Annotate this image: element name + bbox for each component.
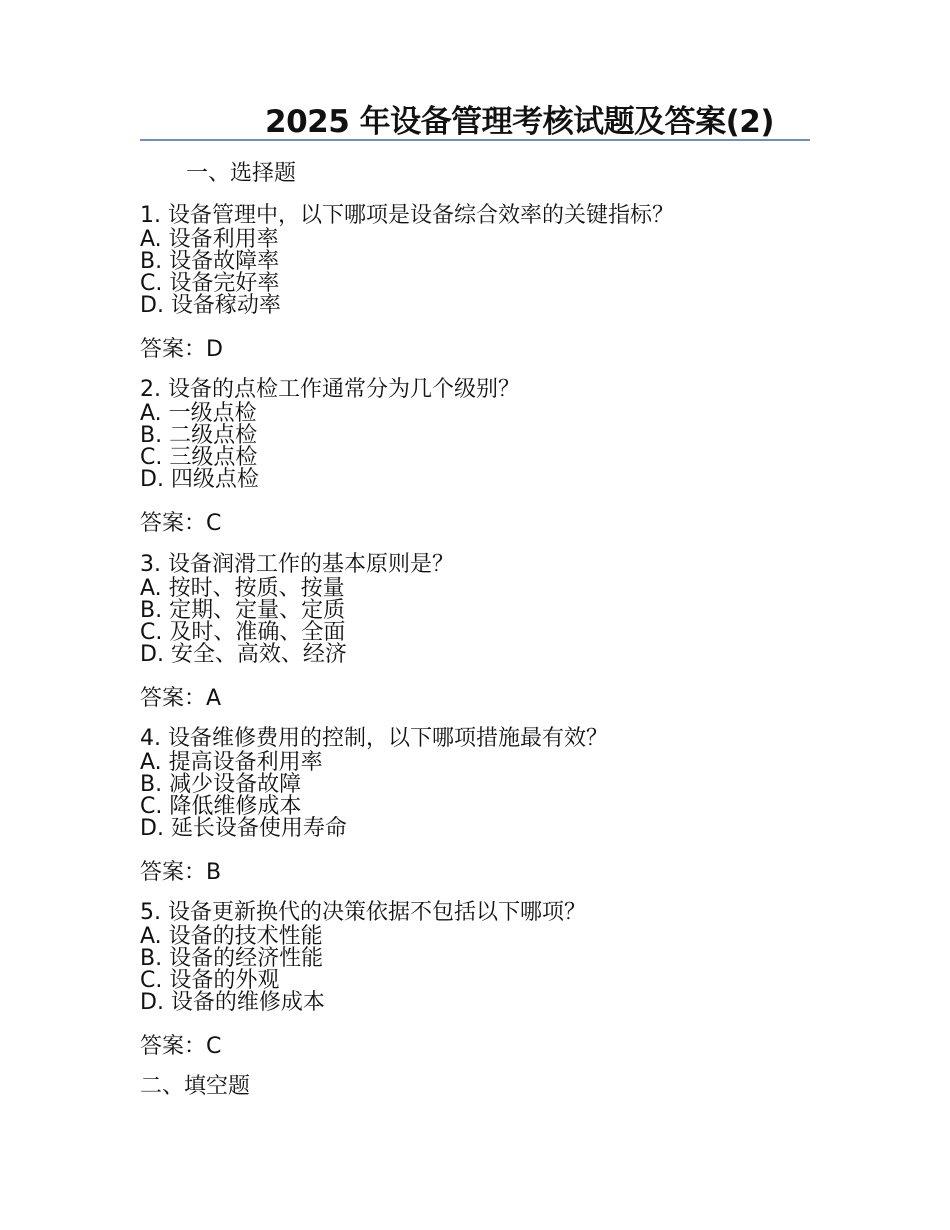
- question-text: 5. 设备更新换代的决策依据不包括以下哪项？: [140, 900, 586, 925]
- answer-text: 答案：D: [140, 337, 223, 362]
- answer-text: 答案：B: [140, 860, 222, 885]
- option-d: D. 设备稼动率: [140, 293, 281, 318]
- question-block: [140, 553, 820, 711]
- section-heading-fill: 二、填空题: [140, 1074, 251, 1099]
- option-c: C. 三级点检: [140, 445, 258, 470]
- option-c: C. 设备的外观: [140, 968, 280, 993]
- option-b: B. 设备的经济性能: [140, 946, 324, 971]
- option-c: C. 设备完好率: [140, 271, 280, 296]
- section-heading-choice: 一、选择题: [186, 161, 297, 186]
- option-a: A. 一级点检: [140, 401, 257, 426]
- question-block: [140, 727, 820, 885]
- option-a: A. 按时、按质、按量: [140, 576, 345, 601]
- question-text: 3. 设备润滑工作的基本原则是？: [140, 552, 454, 577]
- option-a: A. 设备利用率: [140, 227, 279, 252]
- option-d: D. 安全、高效、经济: [140, 642, 347, 667]
- option-d: D. 四级点检: [140, 467, 259, 492]
- question-block: [140, 204, 820, 362]
- document-title: 2025 年设备管理考核试题及答案(2): [265, 104, 774, 140]
- answer-text: 答案：C: [140, 1034, 222, 1059]
- option-a: A. 设备的技术性能: [140, 924, 323, 949]
- title-underline: [140, 139, 810, 141]
- option-b: B. 设备故障率: [140, 249, 280, 274]
- question-text: 4. 设备维修费用的控制，以下哪项措施最有效？: [140, 726, 608, 751]
- answer-text: 答案：A: [140, 686, 222, 711]
- option-a: A. 提高设备利用率: [140, 750, 323, 775]
- option-c: C. 及时、准确、全面: [140, 620, 346, 645]
- question-block: [140, 901, 820, 1059]
- question-block: [140, 378, 820, 536]
- option-b: B. 二级点检: [140, 423, 258, 448]
- answer-text: 答案：C: [140, 511, 222, 536]
- option-b: B. 定期、定量、定质: [140, 598, 346, 623]
- question-text: 1. 设备管理中，以下哪项是设备综合效率的关键指标？: [140, 203, 674, 228]
- option-d: D. 设备的维修成本: [140, 990, 325, 1015]
- question-text: 2. 设备的点检工作通常分为几个级别？: [140, 377, 520, 402]
- option-c: C. 降低维修成本: [140, 794, 302, 819]
- option-b: B. 减少设备故障: [140, 772, 302, 797]
- option-d: D. 延长设备使用寿命: [140, 816, 347, 841]
